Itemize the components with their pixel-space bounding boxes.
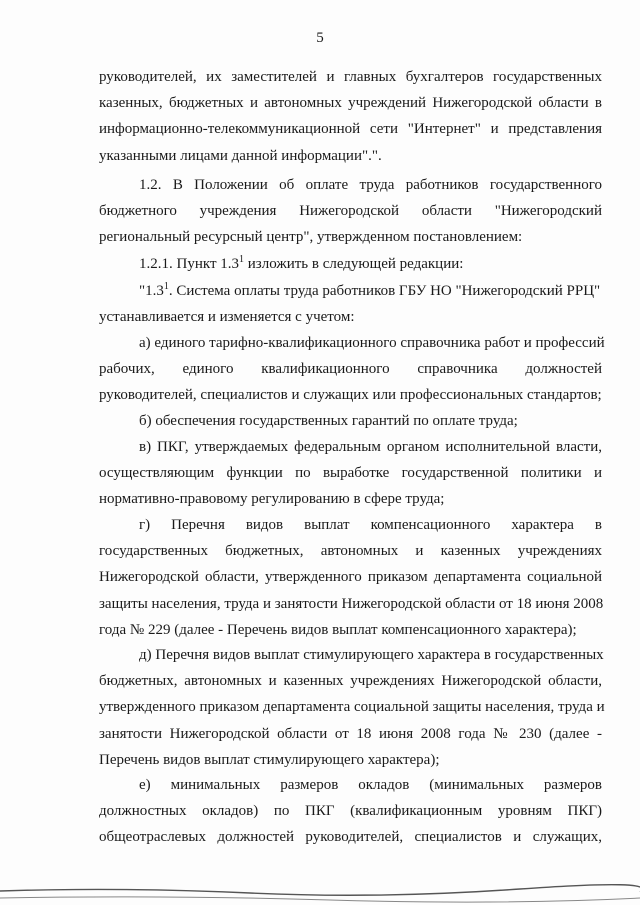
list-item-v bbox=[99, 434, 602, 513]
paragraph-1-2-1 bbox=[99, 251, 602, 277]
text-line: бюджетных, автономных и казенных учреждениях Нижегородской области, bbox=[99, 673, 602, 690]
text-line: руководителей, их заместителей и главных бухгалтеров государственных bbox=[99, 69, 602, 85]
text-line: Нижегородской области, утвержденного приказом департамента социальной bbox=[99, 569, 602, 586]
text-line: государственных бюджетных, автономных и казенных учреждениях bbox=[99, 543, 602, 560]
list-item-g bbox=[99, 512, 602, 643]
text-line: е) минимальных размеров окладов (минимальных размеров bbox=[139, 777, 602, 793]
text-line: рабочих, единого квалификационного справочника должностей bbox=[99, 361, 602, 378]
text-line: года № 229 (далее - Перечень видов выплат компенсационного характера); bbox=[99, 621, 577, 638]
clause-ref-text: 1.2.1. Пункт 1.3 bbox=[139, 256, 240, 272]
text-line: а) единого тарифно-квалификационного справочника работ и профессий bbox=[139, 335, 605, 351]
paragraph-1-3-1 bbox=[99, 278, 602, 330]
clause-tail-text: изложить в следующей редакции: bbox=[244, 256, 464, 272]
superscript: 1 bbox=[239, 254, 245, 265]
text-line bbox=[99, 251, 602, 277]
text-line: устанавливается и изменяется с учетом: bbox=[99, 309, 355, 326]
text-line: защиты населения, труда и занятости Нижегородской области от 18 июня 2008 bbox=[99, 595, 604, 612]
page-number: 5 bbox=[316, 30, 324, 46]
text-line: региональный ресурсный центр", утвержденном постановлением: bbox=[99, 229, 523, 246]
paragraph-1-2 bbox=[99, 172, 602, 251]
list-item-d bbox=[99, 642, 605, 773]
text-line: осуществляющим функции по выработке государственной политики и bbox=[99, 465, 602, 482]
text-line: бюджетного учреждения Нижегородской области "Нижегородский bbox=[99, 203, 602, 220]
list-item-e bbox=[99, 772, 602, 851]
text-line: б) обеспечения государственных гарантий по оплате труда; bbox=[139, 413, 518, 429]
text-line: руководителей, специалистов и служащих или профессиональных стандартов; bbox=[99, 387, 602, 404]
scan-edge-marks bbox=[0, 865, 640, 905]
list-item-a bbox=[99, 330, 605, 409]
text-line: общеотраслевых должностей руководителей, специалистов и служащих, bbox=[99, 829, 602, 846]
text-line: в) ПКГ, утверждаемых федеральным органом исполнительной власти, bbox=[139, 439, 602, 455]
clause-ref-text: "1.3 bbox=[139, 283, 164, 299]
text-line: нормативно-правовому регулированию в сфере труда; bbox=[99, 491, 445, 508]
text-line bbox=[99, 278, 602, 304]
clause-tail-text: . Система оплаты труда работников ГБУ НО "Нижегородский РРЦ" bbox=[168, 283, 601, 299]
text-line: д) Перечня видов выплат стимулирующего характера в государственных bbox=[139, 647, 604, 663]
text-line: казенных, бюджетных и автономных учреждений Нижегородской области в bbox=[99, 95, 602, 112]
paragraph-continuation bbox=[99, 64, 602, 169]
text-line: Перечень видов выплат стимулирующего характера); bbox=[99, 751, 440, 768]
text-line: г) Перечня видов выплат компенсационного характера в bbox=[139, 517, 602, 533]
text-line: утвержденного приказом департамента социальной защиты населения, труда и bbox=[99, 699, 605, 716]
list-item-b bbox=[99, 408, 602, 434]
superscript: 1 bbox=[163, 281, 169, 292]
text-line: указанными лицами данной информации".". bbox=[99, 147, 382, 164]
text-line: информационно-телекоммуникационной сети "Интернет" и представления bbox=[99, 121, 602, 138]
text-line: должностных окладов) по ПКГ (квалификационным уровням ПКГ) bbox=[99, 803, 602, 820]
text-line: 1.2. В Положении об оплате труда работников государственного bbox=[139, 177, 602, 193]
text-line: занятости Нижегородской области от 18 июня 2008 года № 230 (далее - bbox=[99, 725, 602, 742]
